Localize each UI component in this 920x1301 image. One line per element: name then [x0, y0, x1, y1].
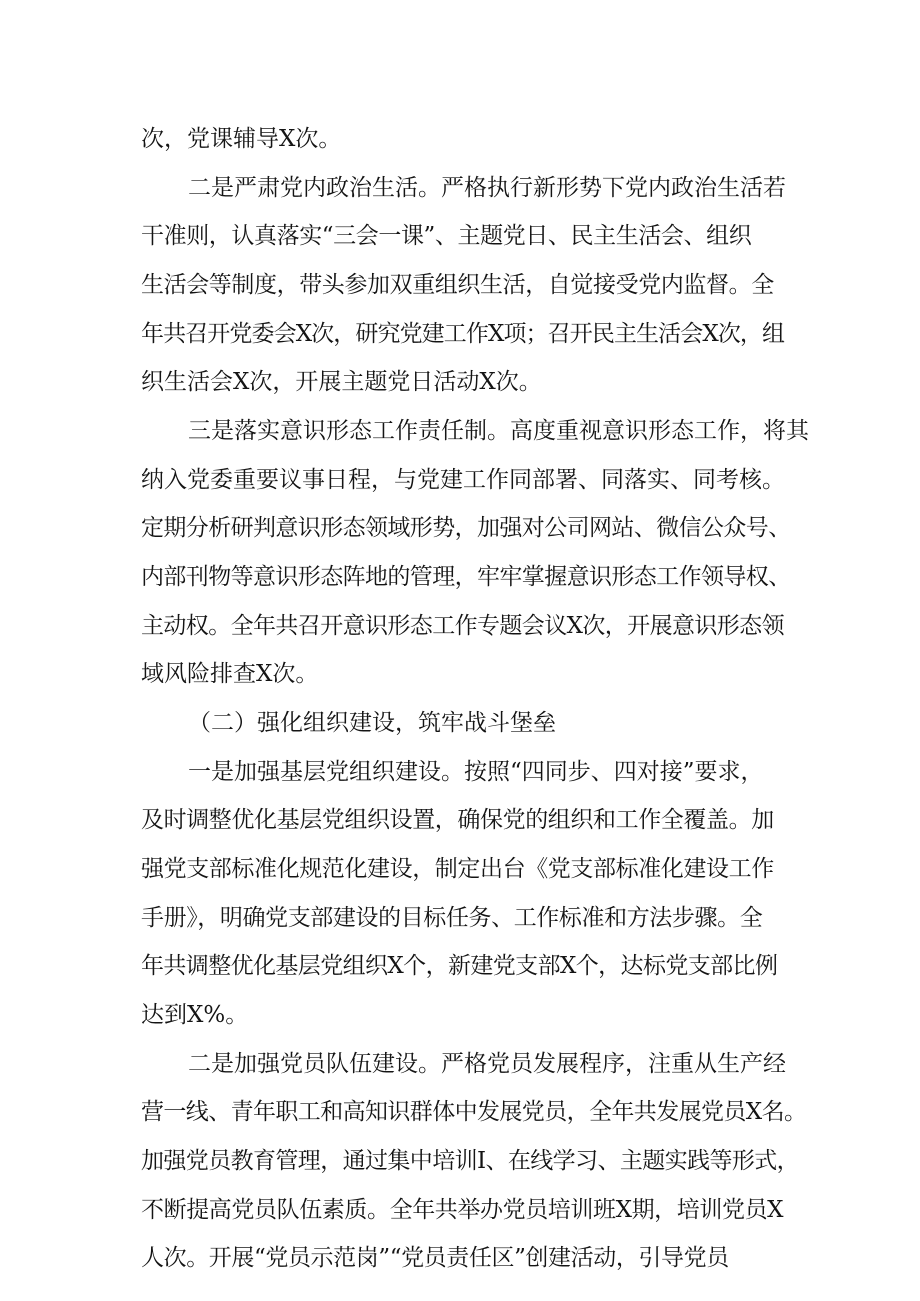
- paragraph-line: 主动权。全年共召开意识形态工作专题会议X次，开展意识形态领: [141, 613, 784, 639]
- paragraph-line: 定期分析研判意识形态领域形势，加强对公司网站、微信公众号、: [141, 515, 791, 541]
- paragraph-line: 及时调整优化基层党组织设置，确保党的组织和工作全覆盖。加: [141, 807, 774, 833]
- paragraph-line: 人次。开展“党员示范岗”“党员责任区”创建活动，引导党员: [141, 1245, 729, 1271]
- paragraph-line: 二是严肃党内政治生活。严格执行新形势下党内政治生活若: [188, 175, 786, 201]
- paragraph-line: 织生活会X次，开展主题党日活动X次。: [141, 369, 542, 395]
- paragraph-line: 达到X%。: [141, 1002, 249, 1028]
- paragraph-line: 一是加强基层党组织建设。按照“四同步、四对接”要求，: [188, 759, 764, 785]
- paragraph-line: 营一线、青年职工和高知识群体中发展党员，全年共发展党员X名。: [141, 1099, 807, 1125]
- paragraph-line: 纳入党委重要议事日程，与党建工作同部署、同落实、同考核。: [141, 467, 785, 493]
- paragraph-line: 年共调整优化基层党组织X个，新建党支部X个，达标党支部比例: [141, 953, 778, 979]
- text-line: 次，党课辅导X次。: [141, 126, 342, 152]
- section-heading: （二）强化组织建设，筑牢战斗堡垒: [188, 710, 556, 736]
- paragraph-line: 不断提高党员队伍素质。全年共举办党员培训班X期，培训党员X: [141, 1197, 784, 1223]
- paragraph-line: 二是加强党员队伍建设。严格党员发展程序，注重从生产经: [188, 1051, 786, 1077]
- paragraph-line: 年共召开党委会X次，研究党建工作X项；召开民主生活会X次，组: [141, 321, 785, 347]
- paragraph-line: 内部刊物等意识形态阵地的管理，牢牢掌握意识形态工作领导权、: [141, 564, 791, 590]
- paragraph-line: 三是落实意识形态工作责任制。高度重视意识形态工作，将其: [188, 418, 809, 444]
- paragraph-line: 手册》，明确党支部建设的目标任务、工作标准和方法步骤。全: [141, 905, 763, 931]
- paragraph-line: 加强党员教育管理，通过集中培训I、在线学习、主题实践等形式，: [141, 1148, 800, 1174]
- paragraph-line: 干准则，认真落实“三会一课”、主题党日、民主生活会、组织: [141, 223, 752, 249]
- paragraph-line: 强党支部标准化规范化建设，制定出台《党支部标准化建设工作: [141, 856, 774, 882]
- paragraph-line: 生活会等制度，带头参加双重组织生活，自觉接受党内监督。全: [141, 272, 774, 298]
- paragraph-line: 域风险排查X次。: [141, 661, 319, 687]
